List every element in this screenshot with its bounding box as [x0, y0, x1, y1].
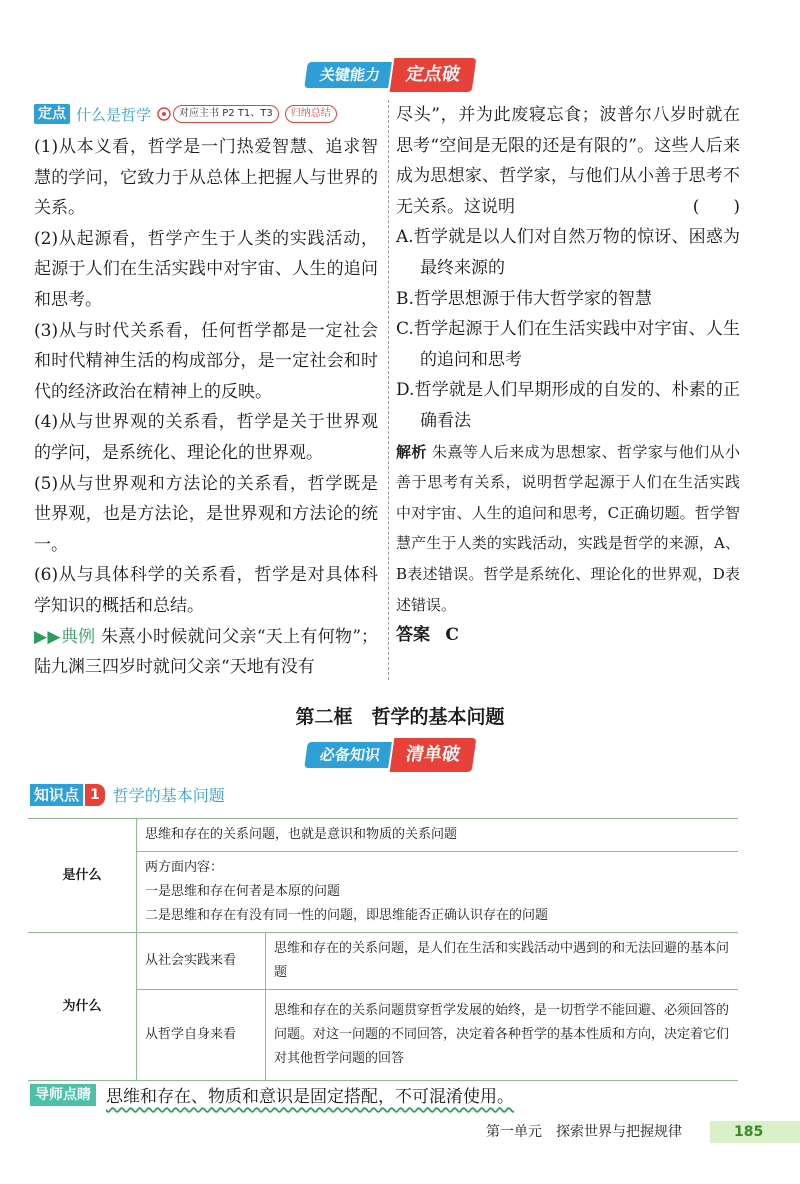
answer-paren: ( ) [692, 196, 740, 217]
table-row [28, 819, 738, 852]
section-banner-key-ability [306, 58, 474, 92]
mentor-tip-text: 思维和存在、物质和意识是固定搭配，不可混淆使用。 [106, 1087, 514, 1107]
answer-value: C [445, 625, 459, 646]
play-arrows-icon: ▶▶ [34, 626, 61, 647]
banner-left-label: 必备知识 [304, 742, 392, 768]
analysis-text: 朱熹等人后来成为思想家、哲学家与他们从小善于思考有关系，说明哲学起源于人们在生活实践中对宇宙、人生的追问和思考，C正确切题。哲学智慧产生于人类的实践活动，实践是哲学的来源，A、B表述错误。哲学是系统化、理论化的世界观，D表述错误。 [396, 442, 740, 614]
definition-item: (1)从本义看，哲学是一门热爱智慧、追求智慧的学问，它致力于从总体上把握人与世界的关系。 [34, 137, 378, 219]
definition-list [34, 132, 378, 683]
knowledge-point-label: 知识点 [30, 784, 83, 806]
definition-item: (2)从起源看，哲学产生于人类的实践活动，起源于人们在生活实践中对宇宙、人生的追问和思考。 [34, 228, 378, 310]
question-block [396, 100, 740, 651]
table-cell: 思维和存在的关系问题贯穿哲学发展的始终，是一切哲学不能回避、必须回答的问题。对这一问题的不同回答，决定着各种哲学的基本性质和方向，决定着它们对其他哲学问题的回答 [266, 990, 739, 1081]
answer-line [396, 620, 740, 651]
right-column [396, 100, 740, 651]
knowledge-table [28, 818, 738, 1081]
summary-badge: 归纳总结 [285, 105, 337, 123]
option-b: B.哲学思想源于伟大哲学家的智慧 [396, 288, 652, 309]
example-paragraph [34, 622, 378, 683]
banner-right-label: 定点破 [390, 58, 477, 92]
mentor-tip [30, 1082, 514, 1107]
table-subhead: 从哲学自身来看 [137, 990, 266, 1081]
footer-unit: 第一单元 探索世界与把握规律 [486, 1124, 682, 1140]
topic-tag: 定点 [34, 104, 70, 124]
knowledge-point-header [30, 783, 225, 806]
banner-left-label: 关键能力 [304, 62, 392, 88]
table-cell: 两方面内容： 一是思维和存在何者是本原的问题 二是思维和存在有没有同一性的问题，即思维能否正确认识存在的问题 [137, 852, 739, 933]
table-row [28, 933, 738, 990]
definition-item: (3)从与时代关系看，任何哲学都是一定社会和时代精神生活的构成部分，是一定社会和时代的经济政治在精神上的反映。 [34, 320, 378, 402]
analysis-paragraph [396, 437, 740, 621]
column-divider [388, 100, 389, 680]
section-title: 第二框 哲学的基本问题 [295, 706, 505, 728]
answer-label: 答案 [396, 625, 430, 646]
definition-item: (5)从与世界观和方法论的关系看，哲学既是世界观，也是方法论，是世界观和方法论的统一。 [34, 473, 378, 555]
question-text: 尽头”，并为此废寝忘食；波普尔八岁时就在思考“空间是无限的还是有限的”。这些人后来成为思想家、哲学家，与他们从小善于思考不无关系。这说明 ( ) [396, 100, 740, 222]
target-icon [157, 107, 171, 121]
option-a: A.哲学就是以人们对自然万物的惊讶、困惑为最终来源的 [396, 227, 740, 278]
row-head-what: 是什么 [28, 819, 137, 933]
left-column [34, 100, 378, 683]
definition-item: (6)从与具体科学的关系看，哲学是对具体科学知识的概括和总结。 [34, 565, 378, 616]
page-number: 185 [734, 1124, 764, 1140]
banner-right-label: 清单破 [390, 738, 477, 772]
ref-badge: 对应主书 P2 T1、T3 [173, 105, 279, 123]
mentor-tip-label: 导师点睛 [30, 1084, 96, 1106]
table-subhead: 从社会实践来看 [137, 933, 266, 990]
option-d: D.哲学就是人们早期形成的自发的、朴素的正确看法 [396, 380, 740, 431]
ref-group [157, 105, 279, 123]
option-c: C.哲学起源于人们在生活实践中对宇宙、人生的追问和思考 [396, 319, 740, 370]
row-head-why: 为什么 [28, 933, 137, 1081]
topic-header [34, 100, 378, 128]
knowledge-point-title: 哲学的基本问题 [112, 786, 225, 805]
table-cell: 思维和存在的关系问题，是人们在生活和实践活动中遇到的和无法回避的基本问题 [266, 933, 739, 990]
example-text: 朱熹小时候就问父亲“天上有何物”；陆九渊三四岁时就问父亲“天地有没有 [34, 626, 379, 678]
table-cell: 思维和存在的关系问题，也就是意识和物质的关系问题 [137, 819, 739, 852]
analysis-label: 解析 [396, 442, 427, 461]
topic-title: 什么是哲学 [76, 105, 152, 124]
knowledge-point-number: 1 [85, 784, 105, 806]
example-label: ▶▶典例 [34, 626, 96, 647]
definition-item: (4)从与世界观的关系看，哲学是关于世界观的学问，是系统化、理论化的世界观。 [34, 412, 378, 463]
section-banner-essential-knowledge [306, 738, 474, 772]
